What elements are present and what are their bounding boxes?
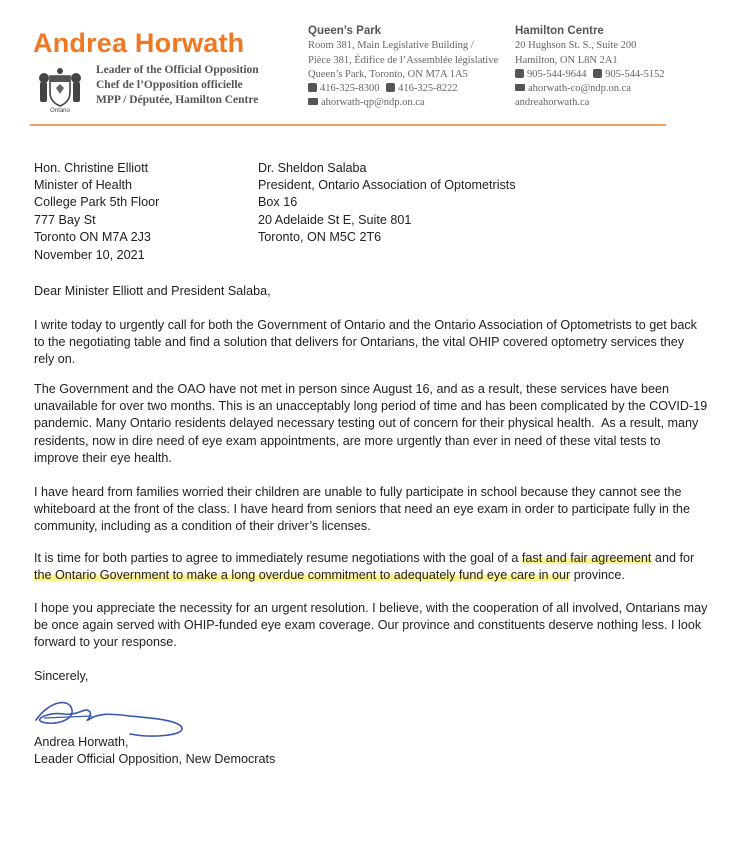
paragraph-text: and for — [651, 551, 695, 565]
paragraph-text: It is time for both parties to agree to immediately resume negotiations with the goal of a — [34, 551, 522, 565]
paragraph-line: residents, now in dire need of eye exam appointments, are more urgently than ever in need of these vital tests to — [34, 433, 661, 448]
crest-label: Ontario — [50, 108, 70, 114]
closing: Sincerely, — [34, 669, 89, 683]
queens-park-email[interactable]: ahorwath-qp@ndp.on.ca — [321, 97, 425, 109]
recipient-line: Hon. Christine Elliott — [34, 161, 149, 175]
hamilton-centre-address — [515, 24, 665, 111]
salutation: Dear Minister Elliott and President Salaba, — [34, 284, 271, 298]
recipient-line: Minister of Health — [34, 178, 132, 193]
paragraph-line: rely on. — [34, 352, 76, 367]
letter-date: November 10, 2021 — [34, 248, 145, 262]
phone-icon — [308, 83, 317, 92]
recipient-line: Toronto, ON M5C 2T6 — [258, 229, 382, 244]
paragraph-4 — [34, 550, 724, 584]
signer-block — [34, 734, 724, 768]
signer-title: Leader Official Opposition, New Democrats — [34, 752, 276, 767]
recipient-president — [258, 160, 516, 246]
paragraph-line: whiteboard at the front of the class. I have heard from seniors that need an eye exam in order to participate fully in the — [34, 502, 690, 517]
address-line: Hamilton, ON L8N 2A1 — [515, 54, 618, 66]
paragraph-1 — [34, 317, 724, 369]
paragraph-line: I write today to urgently call for both the Government of Ontario and the Ontario Association of Optometrists to get back — [34, 318, 697, 332]
role-line: Chef de l’Opposition officielle — [96, 79, 243, 91]
role-line: MPP / Députée, Hamilton Centre — [96, 94, 259, 106]
ontario-crest-icon — [36, 66, 84, 114]
queens-park-heading: Queen’s Park — [308, 25, 382, 37]
email-icon — [308, 98, 318, 105]
hamilton-centre-email[interactable]: ahorwath-co@ndp.on.ca — [528, 83, 631, 95]
hamilton-centre-heading: Hamilton Centre — [515, 25, 604, 37]
paragraph-line: I have heard from families worried their children are unable to fully participate in school because they cannot see the — [34, 485, 682, 499]
recipient-line: Toronto ON M7A 2J3 — [34, 229, 151, 244]
paragraph-line: forward to your response. — [34, 635, 177, 650]
address-line: Pièce 381, Édifice de l’Assemblée législative — [308, 54, 499, 66]
paragraph-line: improve their eye health. — [34, 450, 172, 465]
recipient-line: Dr. Sheldon Salaba — [258, 161, 367, 175]
paragraph-line: be once again served with OHIP-funded eye exam coverage. Our province and constituents deserve nothing less. I look — [34, 618, 702, 633]
paragraph-line: pandemic. Many Ontario residents delayed necessary testing out of concern for their physical health. As a result, many — [34, 416, 699, 431]
recipient-line: 20 Adelaide St E, Suite 801 — [258, 212, 412, 227]
phone-icon — [515, 69, 524, 78]
paragraph-line: The Government and the OAO have not met in person since August 16, and as a result, these services have been — [34, 382, 669, 396]
address-line: 20 Hughson St. S., Suite 200 — [515, 40, 637, 52]
paragraph-line: I hope you appreciate the necessity for an urgent resolution. I believe, with the cooperation of all involved, Ontarians may — [34, 601, 708, 615]
hamilton-centre-phone: 905-544-9644 — [527, 68, 587, 80]
paragraph-5 — [34, 600, 724, 652]
website-link[interactable]: andreahorwath.ca — [515, 97, 590, 109]
address-line: Queen’s Park, Toronto, ON M7A 1A5 — [308, 68, 468, 80]
paragraph-line: unavailable for over two months. This is an unacceptably long period of time and has been complicated by the COVID-19 — [34, 399, 708, 414]
email-icon — [515, 84, 525, 91]
recipient-line: Box 16 — [258, 195, 298, 210]
paragraph-line: community, including as a condition of their driver’s licenses. — [34, 519, 371, 534]
signer-name: Andrea Horwath, — [34, 735, 129, 749]
paragraph-2 — [34, 381, 724, 467]
recipient-line: President, Ontario Association of Optometrists — [258, 178, 516, 193]
letterhead-name: Andrea Horwath — [33, 28, 245, 58]
paragraph-line: to the negotiating table and find a solution that delivers for Ontarians, the vital OHIP covered optometry services they — [34, 335, 685, 350]
highlighted-text: the Ontario Government to make a long overdue commitment to adequately fund eye care in our — [34, 568, 571, 583]
queens-park-address — [308, 24, 498, 111]
queens-park-phone: 416-325-8300 — [320, 83, 380, 95]
recipient-line: College Park 5th Floor — [34, 195, 160, 210]
fax-icon — [386, 83, 395, 92]
role-line: Leader of the Official Opposition — [96, 64, 259, 76]
queens-park-fax: 416-325-8222 — [398, 83, 458, 95]
recipient-line: 777 Bay St — [34, 212, 96, 227]
hamilton-centre-fax: 905-544-5152 — [605, 68, 665, 80]
letterhead-roles — [96, 63, 259, 108]
address-line: Room 381, Main Legislative Building / — [308, 40, 474, 52]
recipient-minister — [34, 160, 159, 246]
highlighted-text: fast and fair agreement — [521, 551, 652, 565]
paragraph-3 — [34, 484, 724, 536]
paragraph-text: province. — [570, 568, 625, 583]
fax-icon — [593, 69, 602, 78]
letterhead-divider — [30, 124, 666, 126]
